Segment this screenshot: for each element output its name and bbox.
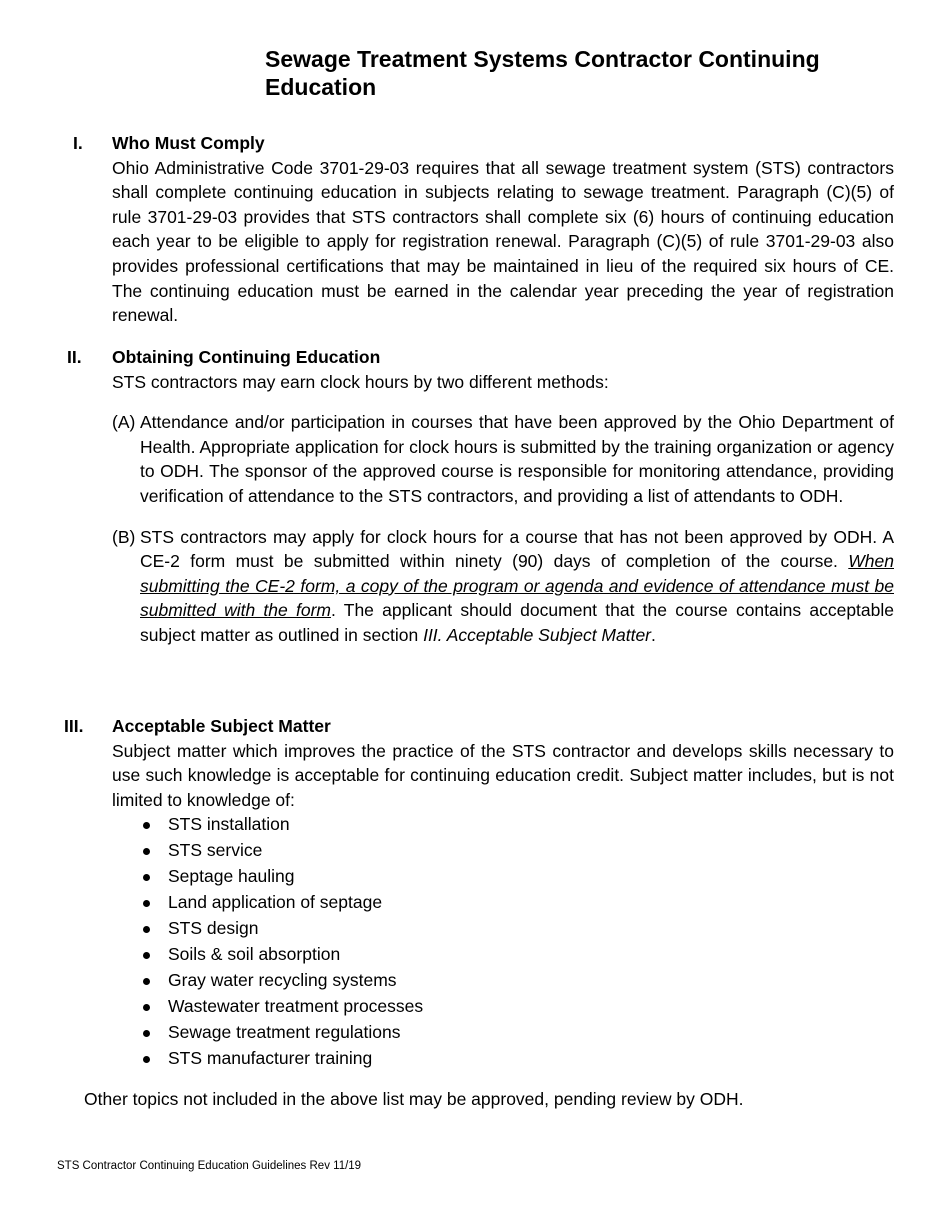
subject-list <box>112 812 894 1071</box>
bullet-icon <box>143 952 150 959</box>
bullet-icon <box>143 1056 150 1063</box>
method-b <box>112 525 894 648</box>
list-item: Wastewater treatment processes <box>112 994 894 1020</box>
section-heading: Who Must Comply <box>112 133 265 153</box>
bullet-icon <box>143 848 150 855</box>
list-item: STS service <box>112 838 894 864</box>
section-number: I. <box>73 133 83 153</box>
list-item: Soils & soil absorption <box>112 942 894 968</box>
bullet-icon <box>143 978 150 985</box>
list-item: STS manufacturer training <box>112 1046 894 1072</box>
method-label: (A) <box>112 412 136 433</box>
bullet-icon <box>143 874 150 881</box>
bullet-icon <box>143 1030 150 1037</box>
bullet-icon <box>143 822 150 829</box>
section-paragraph: Ohio Administrative Code 3701-29-03 requires that all sewage treatment system (STS) contractors shall complete continuing education in subjects relating to sewage treatment. Paragraph (C)(5) of rule 3701-29-03 provides that STS contractors shall complete six (6) hours of continuing education each year to be eligible to apply for registration renewal. Paragraph (C)(5) of rule 3701-29-03 also provides professional certifications that may be maintained in lieu of the required six hours of CE. The continuing education must be earned in the calendar year preceding the year of registration renewal. <box>112 157 894 326</box>
list-item: Land application of septage <box>112 890 894 916</box>
bullet-icon <box>143 1004 150 1011</box>
method-text: . The applicant should document that the course contains acceptable subject matter as outlined in section <box>140 600 894 645</box>
list-item: Sewage treatment regulations <box>112 1020 894 1046</box>
closing-note: Other topics not included in the above list may be approved, pending review by ODH. <box>84 1089 744 1109</box>
list-item: STS installation <box>112 812 894 838</box>
method-label: (B) <box>112 526 136 547</box>
list-item: STS design <box>112 916 894 942</box>
bullet-icon <box>143 900 150 907</box>
method-emphasis: When submitting the CE-2 form, a copy of the program or agenda and evidence of attendance must be submitted with the form <box>140 551 894 621</box>
method-text: Attendance and/or participation in courses that have been approved by the Ohio Department of Health. Appropriate application for clock hours is submitted by the training organization or agency to ODH. The sponsor of the approved course is responsible for monitoring attendance, providing verification of attendance to the STS contractors, and providing a list of attendants to ODH. <box>140 412 894 506</box>
method-text: . <box>651 624 656 645</box>
bullet-icon <box>143 926 150 933</box>
page-title: Sewage Treatment Systems Contractor Continuing Education <box>265 46 820 100</box>
list-item: Septage hauling <box>112 864 894 890</box>
section-paragraph: Subject matter which improves the practice of the STS contractor and develops skills necessary to use such knowledge is acceptable for continuing education credit. Subject matter includes, but is not limited to knowledge of: <box>112 740 894 810</box>
section-heading: Acceptable Subject Matter <box>112 716 331 736</box>
list-item: Gray water recycling systems <box>112 968 894 994</box>
page-footer: STS Contractor Continuing Education Guidelines Rev 11/19 <box>57 1160 362 1172</box>
method-a <box>112 410 894 508</box>
section-heading: Obtaining Continuing Education <box>112 347 381 367</box>
section-number: II. <box>67 347 82 367</box>
section-intro: STS contractors may earn clock hours by two different methods: <box>112 371 609 392</box>
method-text: STS contractors may apply for clock hours for a course that has not been approved by ODH. A CE-2 form must be submitted within ninety (90) days of completion of the course. <box>140 526 894 572</box>
section-reference: III. Acceptable Subject Matter <box>423 624 652 645</box>
section-number: III. <box>64 716 84 736</box>
